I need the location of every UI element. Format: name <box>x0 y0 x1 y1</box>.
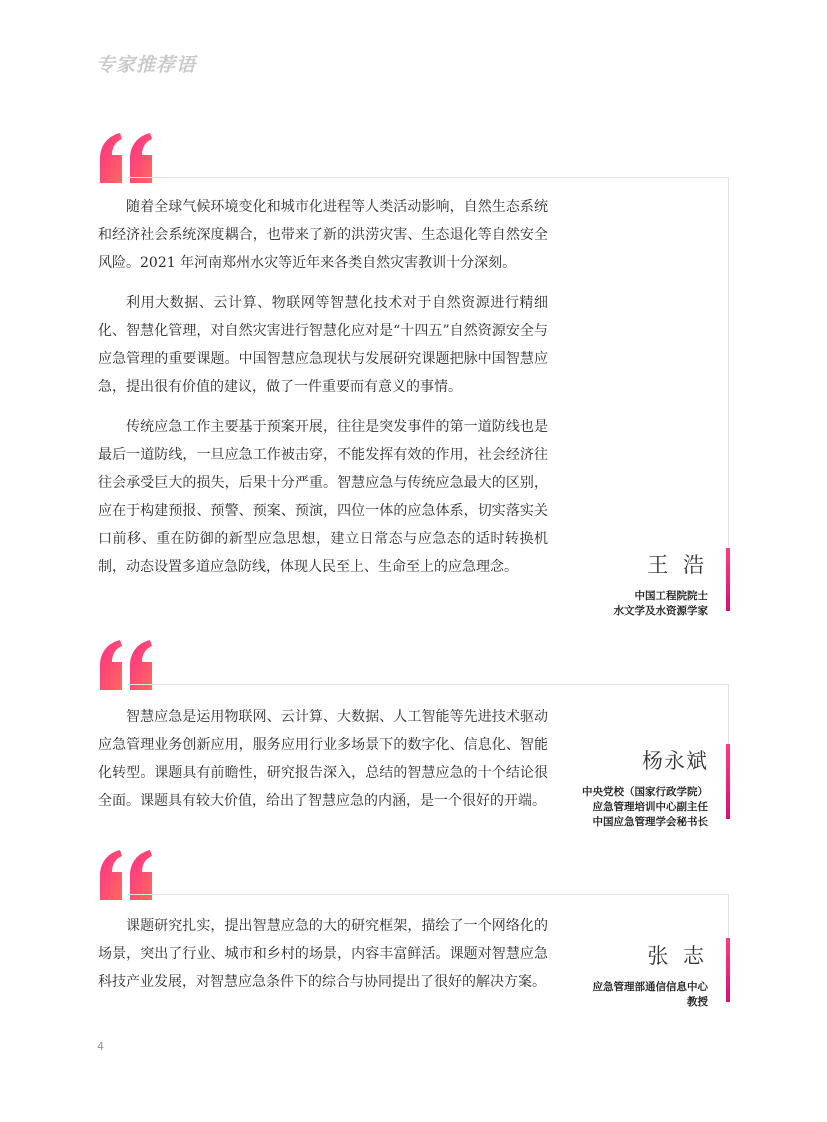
author-block <box>614 549 709 619</box>
author-name: 王 浩 <box>647 553 708 577</box>
author-title: 应急管理培训中心副主任 <box>592 801 708 813</box>
quote-body <box>98 703 548 827</box>
author-accent-bar <box>726 744 730 819</box>
quote-paragraph: 随着全球气候环境变化和城市化进程等人类活动影响，自然生态系统和经济社会系统深度耦合，也带来了新的洪涝灾害、生态退化等自然安全风险。2021 年河南郑州水灾等近年来各类自然灾害教训十分深刻。 <box>98 199 548 271</box>
quote-mark-icon <box>98 850 156 900</box>
quote-paragraph: 传统应急工作主要基于预案开展，往往是突发事件的第一道防线也是最后一道防线，一旦应急工作被击穿，不能发挥有效的作用，社会经济往往会承受巨大的损失，后果十分严重。智慧应急与传统应急最大的区别，应在于构建预报、预警、预案、预演，四位一体的应急体系，切实落实关口前移、重在防御的新型应急思想，建立日常态与应急态的适时转换机制，动态设置多道应急防线，体现人民至上、生命至上的应急理念。 <box>98 419 548 575</box>
quote-mark-icon <box>98 640 156 690</box>
author-title: 中国应急管理学会秘书长 <box>592 816 708 828</box>
author-block <box>593 940 709 1010</box>
author-accent-bar <box>726 548 730 611</box>
page-number: 4 <box>97 1040 104 1053</box>
author-title: 中央党校（国家行政学院） <box>582 786 708 798</box>
quote-body <box>98 912 548 1008</box>
author-name: 张 志 <box>647 944 708 968</box>
author-title: 水文学及水资源学家 <box>613 605 708 617</box>
page-section-title: 专家推荐语 <box>96 54 197 76</box>
quote-paragraph: 利用大数据、云计算、物联网等智慧化技术对于自然资源进行精细化、智慧化管理，对自然灾害进行智慧化应对是“十四五”自然资源安全与应急管理的重要课题。中国智慧应急现状与发展研究课题把脉中国智慧应急，提出很有价值的建议，做了一件重要而有意义的事情。 <box>98 295 548 395</box>
author-title: 中国工程院院士 <box>634 590 708 602</box>
quote-paragraph: 智慧应急是运用物联网、云计算、大数据、人工智能等先进技术驱动应急管理业务创新应用，服务应用行业多场景下的数字化、信息化、智能化转型。课题具有前瞻性，研究报告深入，总结的智慧应急的十个结论很全面。课题具有较大价值，给出了智慧应急的内涵，是一个很好的开端。 <box>98 709 548 809</box>
quote-mark-icon <box>98 133 156 183</box>
quote-paragraph: 课题研究扎实，提出智慧应急的大的研究框架，描绘了一个网络化的场景，突出了行业、城市和乡村的场景，内容丰富鲜活。课题对智慧应急科技产业发展，对智慧应急条件下的综合与协同提出了很好的解决方案。 <box>98 918 548 990</box>
author-block <box>582 745 708 830</box>
quote-body <box>98 193 548 593</box>
author-accent-bar <box>726 938 730 1002</box>
author-title: 应急管理部通信信息中心 <box>592 981 708 993</box>
author-title: 教授 <box>687 996 708 1008</box>
author-name: 杨永斌 <box>642 749 708 773</box>
